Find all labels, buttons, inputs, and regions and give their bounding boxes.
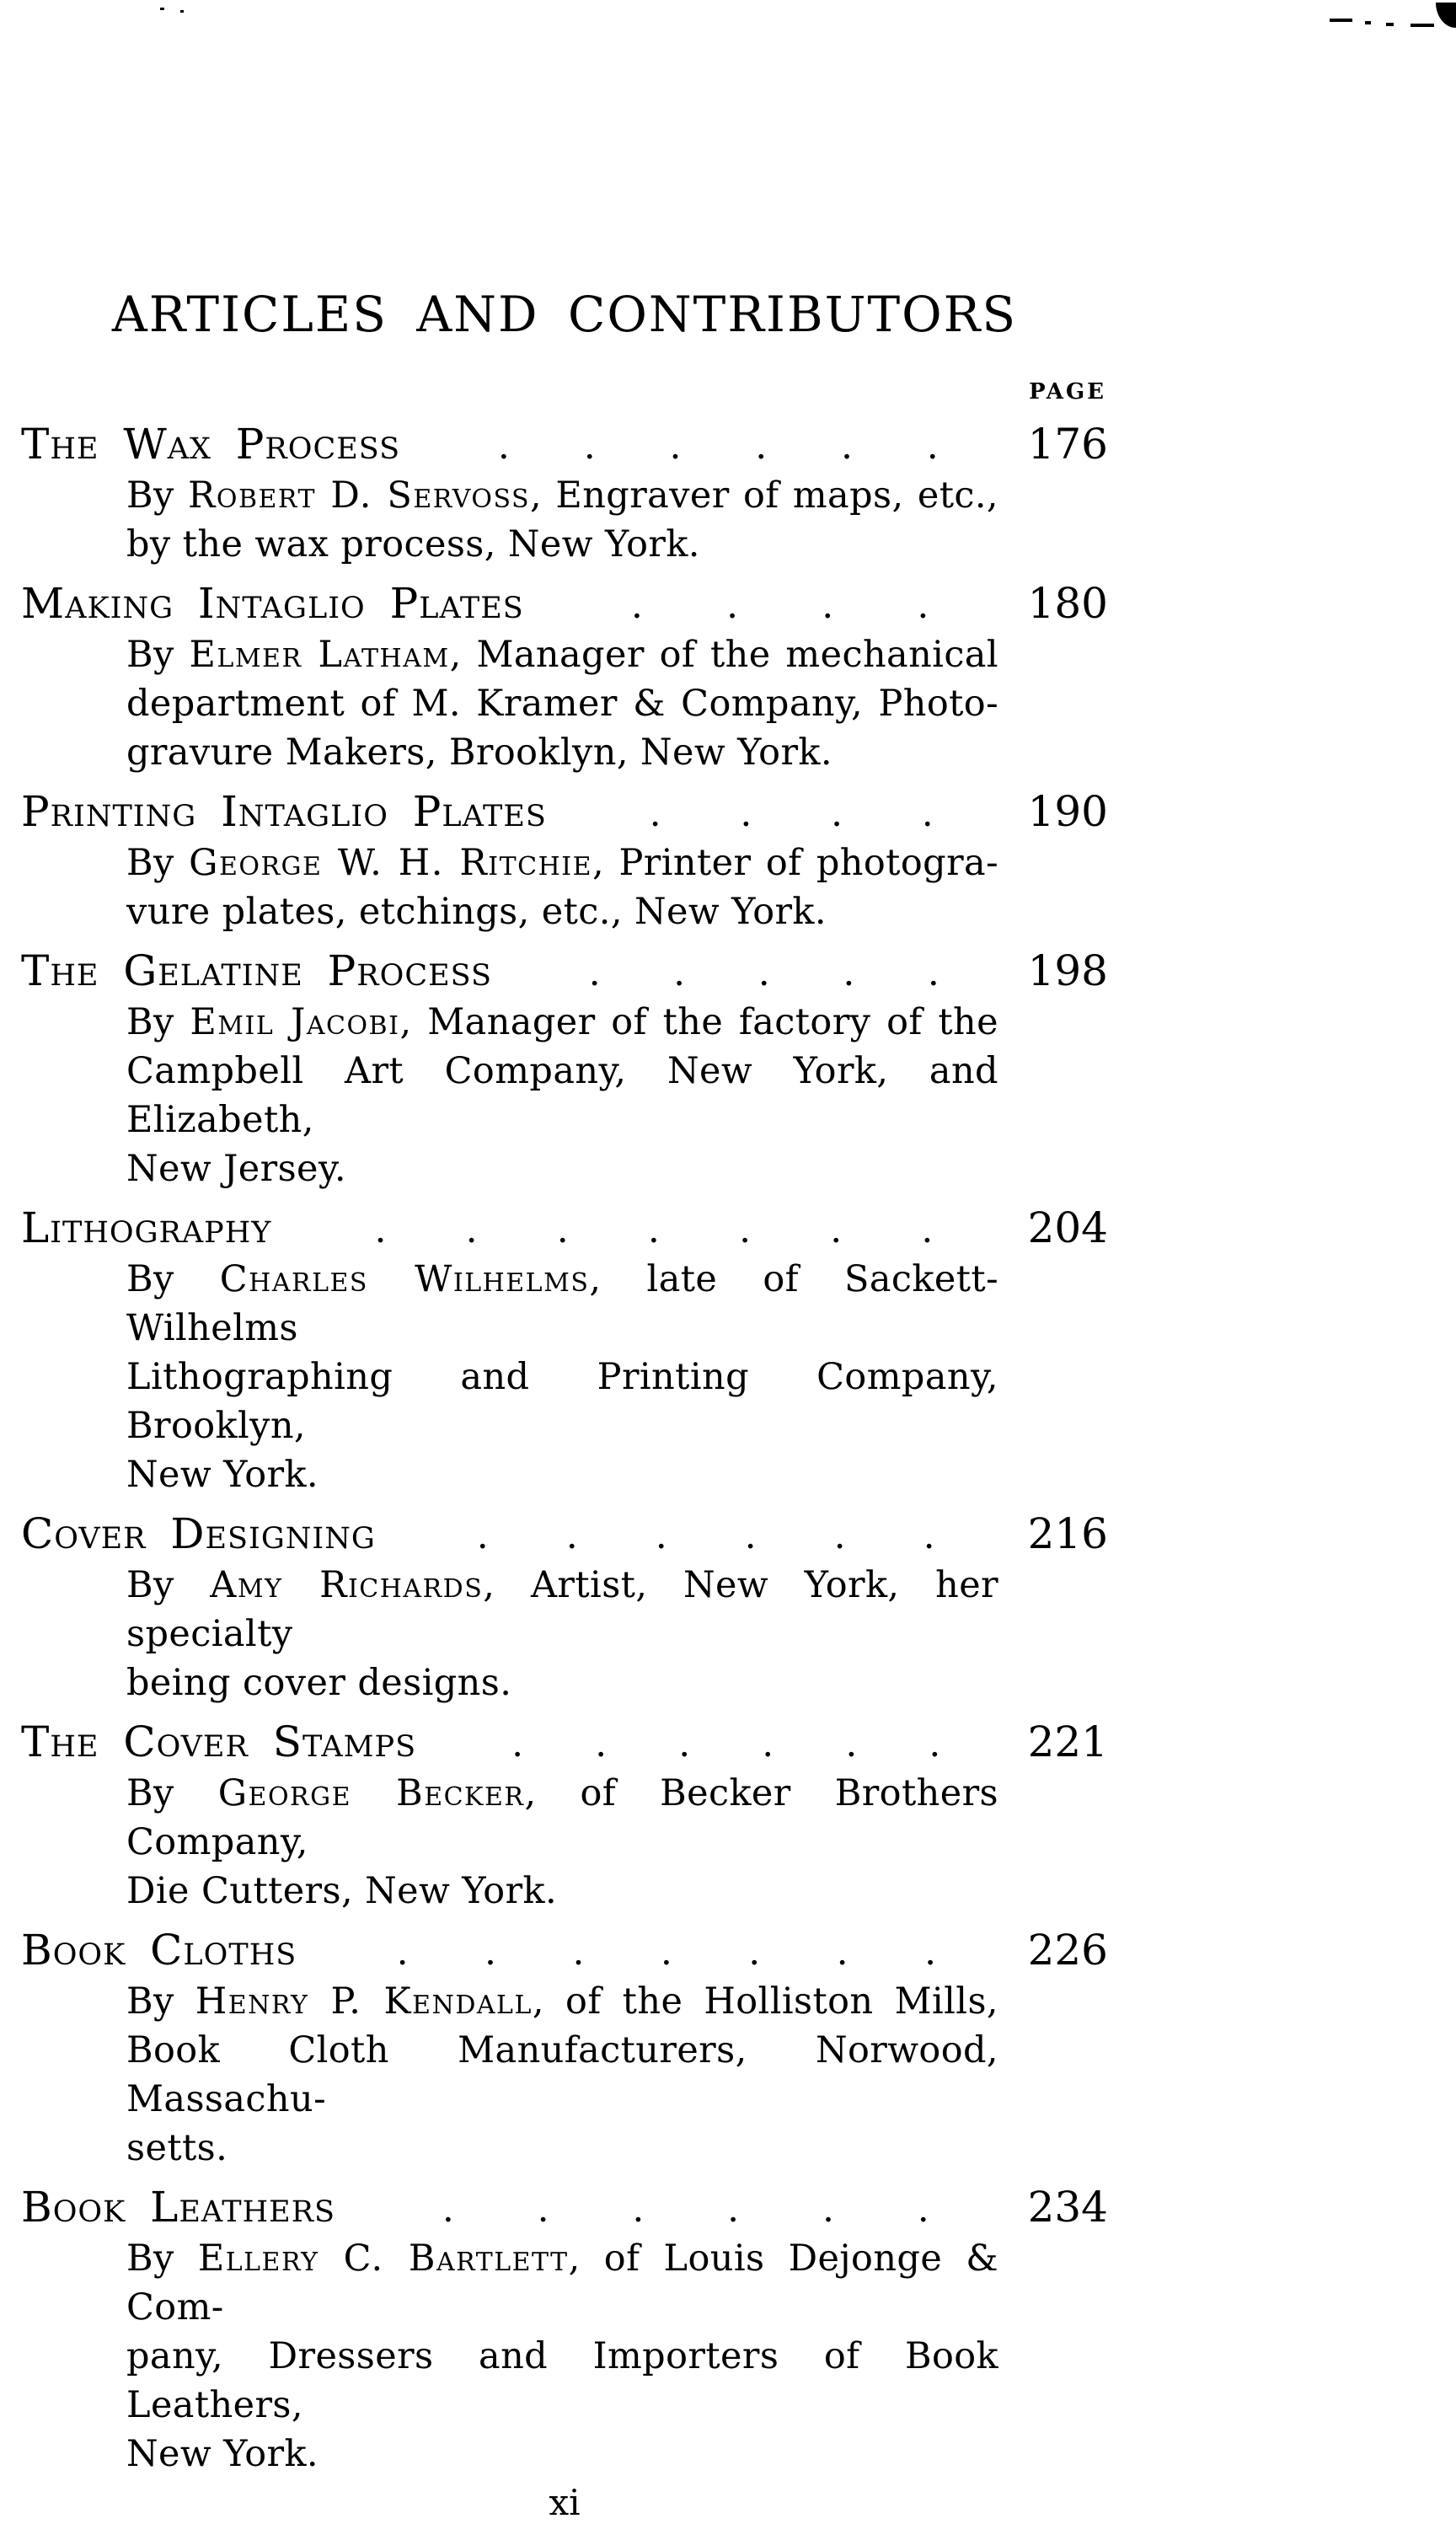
description-line: Lithographing and Printing Company, Brooklyn,	[126, 1356, 998, 1447]
entry-description	[126, 998, 998, 1193]
contributor-name: Elmer Latham	[189, 634, 450, 676]
entry-heading	[21, 1717, 1108, 1769]
entry-heading	[21, 1926, 1108, 1977]
leader-dots: . . . . . .	[497, 425, 939, 468]
column-header-page: PAGE	[1029, 379, 1106, 405]
description-line: By Amy Richards, Artist, New York, her specialty	[126, 1564, 998, 1655]
contributor-name: Henry P. Kendall	[195, 1980, 533, 2023]
description-line: Die Cutters, New York.	[126, 1870, 558, 1912]
leader-dots: . . . . .	[588, 951, 939, 994]
description-line: being cover designs.	[126, 1662, 512, 1704]
leader-dots: . . . . . . .	[374, 1208, 934, 1251]
description-line: By Charles Wilhelms, late of Sackett-Wilhelms	[126, 1258, 998, 1349]
description-line: By Henry P. Kendall, of the Holliston Mills,	[126, 1980, 998, 2023]
entry-heading	[21, 420, 1108, 471]
contributor-name: Ellery C. Bartlett	[197, 2237, 569, 2280]
toc-entry-book-leathers	[21, 2183, 1108, 2478]
scan-artifact-corner	[1436, 3, 1456, 28]
toc-entry-making-intaglio-plates	[21, 579, 1108, 777]
scan-artifact-dash	[1330, 19, 1352, 22]
leader-dots: . . . . . .	[442, 2188, 929, 2231]
entry-description	[126, 1561, 998, 1707]
contributor-name: Charles Wilhelms	[219, 1258, 590, 1300]
entry-title: Lithography	[21, 1203, 272, 1252]
contributor-name: George W. H. Ritchie	[189, 842, 592, 884]
contributor-name: Robert D. Servoss	[187, 474, 531, 517]
description-line: by the wax process, New York.	[126, 523, 700, 565]
leader-dots: . . . . . .	[476, 1514, 935, 1557]
toc-entries	[21, 420, 1108, 2478]
entry-heading	[21, 2183, 1108, 2234]
entry-page-number: 190	[1027, 787, 1108, 836]
description-line: New York.	[126, 1454, 318, 1496]
entry-heading	[21, 946, 1108, 998]
entry-page-number: 176	[1027, 420, 1108, 469]
leader-dots: . . . .	[649, 792, 934, 835]
description-line: New York.	[126, 2433, 318, 2475]
entry-page-number: 226	[1027, 1926, 1108, 1975]
entry-description	[126, 2234, 998, 2478]
entry-page-number: 180	[1027, 579, 1108, 628]
entry-description	[126, 630, 998, 777]
toc-entry-lithography	[21, 1203, 1108, 1499]
contributor-name: George Becker	[217, 1772, 525, 1814]
entry-title: Making Intaglio Plates	[21, 579, 524, 628]
entry-description	[126, 839, 998, 936]
entry-page-number: 234	[1027, 2183, 1108, 2232]
description-line: By George W. H. Ritchie, Printer of photogra-	[126, 842, 998, 884]
description-line: By Emil Jacobi, Manager of the factory of the	[126, 1001, 998, 1043]
description-line: By Elmer Latham, Manager of the mechanical	[126, 634, 998, 676]
entry-title: Book Leathers	[21, 2183, 336, 2232]
description-line: By Ellery C. Bartlett, of Louis Dejonge & Com-	[126, 2237, 998, 2328]
scan-artifact-dash	[1410, 24, 1434, 27]
leader-dots: . . . . . .	[511, 1723, 941, 1766]
folio-page-number: xi	[549, 2482, 581, 2523]
entry-title: Book Cloths	[21, 1926, 297, 1975]
entry-page-number: 204	[1027, 1203, 1108, 1252]
entry-page-number: 216	[1027, 1509, 1108, 1558]
description-line: New Jersey.	[126, 1148, 346, 1190]
description-line: Campbell Art Company, New York, and Elizabeth,	[126, 1050, 998, 1141]
entry-page-number: 198	[1027, 946, 1108, 995]
entry-title: The Cover Stamps	[21, 1717, 417, 1766]
content-block	[21, 0, 1108, 2524]
entry-page-number: 221	[1027, 1717, 1108, 1766]
contributor-name: Amy Richards	[210, 1564, 484, 1606]
description-line: setts.	[126, 2127, 228, 2169]
entry-heading	[21, 1509, 1108, 1561]
entry-heading	[21, 1203, 1108, 1255]
toc-entry-cover-stamps	[21, 1717, 1108, 1916]
page-title: ARTICLES AND CONTRIBUTORS	[111, 286, 1018, 343]
entry-description	[126, 1977, 998, 2173]
entry-title: Cover Designing	[21, 1509, 376, 1558]
description-line: gravure Makers, Brooklyn, New York.	[126, 731, 832, 774]
contributor-name: Emil Jacobi	[190, 1001, 400, 1043]
toc-entry-gelatine-process	[21, 946, 1108, 1193]
scan-artifact-dot	[1365, 21, 1371, 24]
entry-title: The Wax Process	[21, 420, 401, 469]
entry-heading	[21, 579, 1108, 630]
toc-entry-wax-process	[21, 420, 1108, 569]
description-line: department of M. Kramer & Company, Photo-	[126, 683, 998, 725]
leader-dots: . . . .	[630, 584, 929, 627]
entry-description	[126, 1255, 998, 1499]
entry-title: Printing Intaglio Plates	[21, 787, 547, 836]
description-line: By George Becker, of Becker Brothers Company,	[126, 1772, 998, 1863]
description-line: Book Cloth Manufacturers, Norwood, Massachu-	[126, 2029, 998, 2120]
entry-title: The Gelatine Process	[21, 946, 493, 995]
description-line: pany, Dressers and Importers of Book Leathers,	[126, 2335, 998, 2426]
leader-dots: . . . . . . .	[396, 1931, 937, 1974]
description-line: By Robert D. Servoss, Engraver of maps, etc.,	[126, 474, 998, 517]
toc-entry-cover-designing	[21, 1509, 1108, 1707]
entry-description	[126, 1769, 998, 1916]
toc-entry-book-cloths	[21, 1926, 1108, 2173]
scan-artifact-dot	[1386, 23, 1394, 26]
entry-description	[126, 471, 998, 569]
entry-heading	[21, 787, 1108, 839]
description-line: vure plates, etchings, etc., New York.	[126, 891, 827, 933]
toc-entry-printing-intaglio-plates	[21, 787, 1108, 936]
